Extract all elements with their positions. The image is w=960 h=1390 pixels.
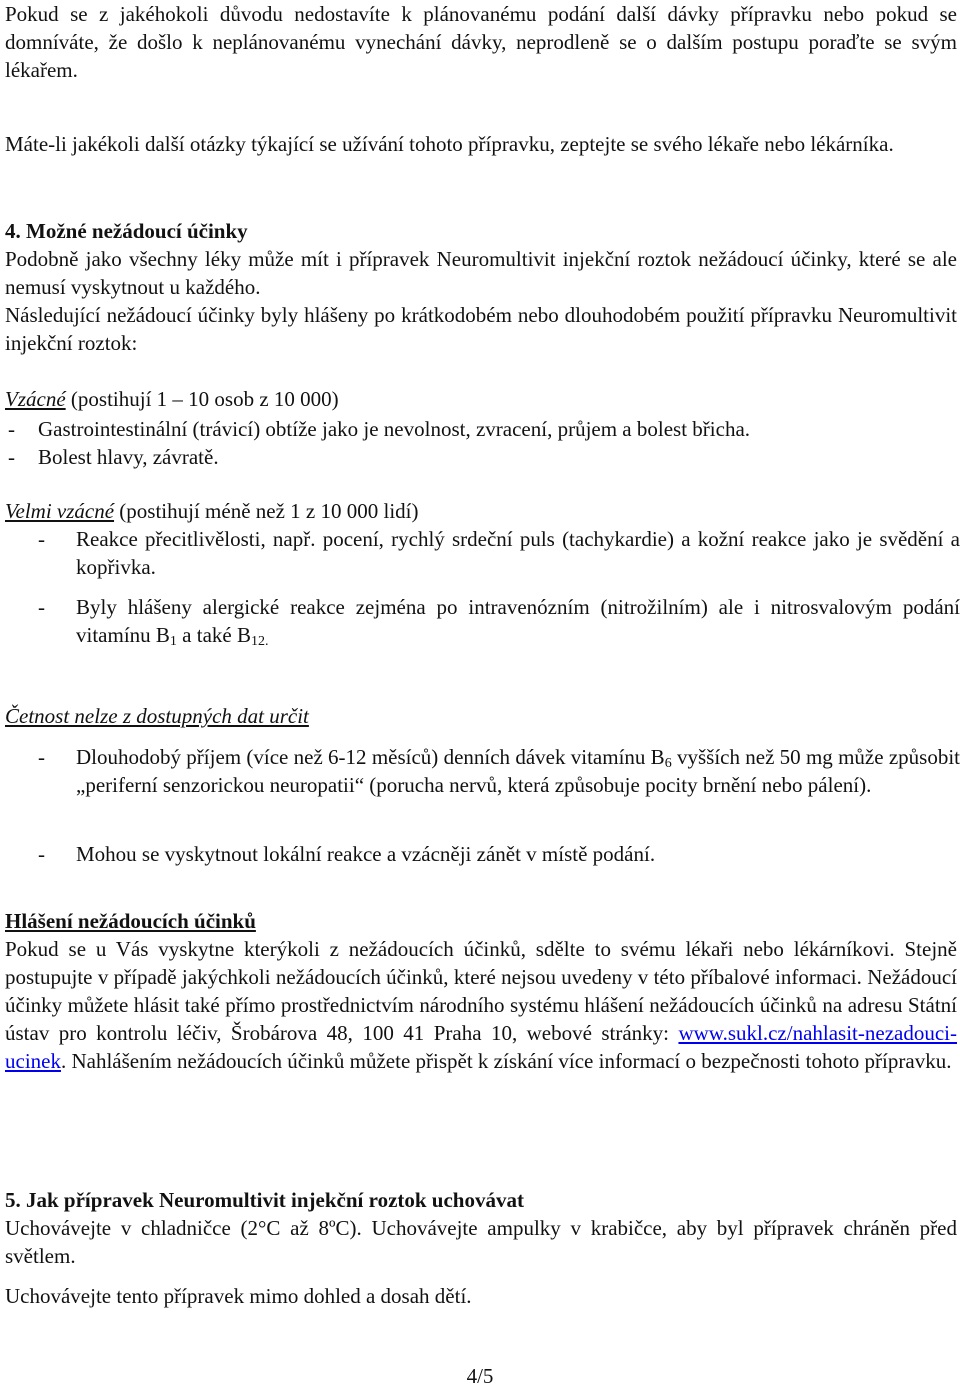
- very-rare-item-1: - Reakce přecitlivělosti, např. pocení, rychlý srdeční puls (tachykardie) a kožní reakce jako je svědění a kopřivka.: [38, 527, 960, 579]
- section-5-paragraph-1: Uchovávejte v chladničce (2°C až 8ºC). Uchovávejte ampulky v krabičce, aby byl přípravek chráněn před světlem.: [5, 1216, 957, 1268]
- list-dash: -: [8, 445, 15, 469]
- intro-paragraph-2: Máte-li jakékoli další otázky týkající se užívání tohoto přípravku, zeptejte se svého lékaře nebo lékárníka.: [5, 132, 894, 156]
- reporting-paragraph: Pokud se u Vás vyskytne kterýkoli z nežádoucích účinků, sdělte to svému lékaři nebo lékárníkovi. Stejně postupujte v případě jakýchkoli nežádoucích účinků, které nejsou uvedeny v této příbalové informaci. Nežádoucí účinky můžete hlásit také přímo prostřednictvím národního systému hlášení nežádoucích účinků na adresu Státní ústav pro kontrolu léčiv, Šrobárova 48, 100 41 Praha 10, webové stránky: www.sukl.cz/nahlasit-nezadouci-ucinek. Nahlášením nežádoucích účinků můžete přispět k získání více informací o bezpečnosti tohoto přípravku.: [5, 937, 957, 1073]
- intro-paragraph-1: Pokud se z jakéhokoli důvodu nedostavíte k plánovanému podání další dávky přípravku nebo pokud se domníváte, že došlo k neplánovanému vynechání dávky, neprodleně se o dalším postupu poraďte se svým lékařem.: [5, 2, 957, 82]
- very-rare-item-2: - Byly hlášeny alergické reakce zejména po intravenózním (nitrožilním) ale i nitrosvalovým podání vitamínu $B_1$ a také $B_{12.}$: [38, 595, 960, 649]
- unknown-frequency-label: Četnost nelze z dostupných dat určit: [5, 704, 309, 728]
- section-4-paragraph-1: Podobně jako všechny léky může mít i přípravek Neuromultivit injekční roztok nežádoucí účinky, které se ale nemusí vyskytnout u každého.: [5, 247, 957, 299]
- vitamin-b1-subscript: 1: [169, 634, 177, 649]
- list-dash: -: [8, 417, 15, 441]
- rare-label: Vzácné: [5, 387, 66, 411]
- unknown-frequency-heading: [5, 702, 957, 730]
- page-number: 4/5: [466, 1364, 494, 1388]
- very-rare-frequency-line: [5, 497, 957, 525]
- list-dash: -: [38, 842, 45, 866]
- vitamin-b6-subscript: 6: [664, 756, 672, 771]
- rare-detail: (postihují 1 – 10 osob z 10 000): [65, 387, 339, 411]
- section-4-heading: 4. Možné nežádoucí účinky: [5, 219, 248, 243]
- list-dash: -: [38, 527, 45, 551]
- sukl-report-link[interactable]: www.sukl.cz/nahlasit-nezadouci-ucinek: [5, 1021, 957, 1073]
- rare-item-1: - Gastrointestinální (trávicí) obtíže jako je nevolnost, zvracení, průjem a bolest břicha.: [8, 417, 751, 441]
- list-dash: -: [38, 595, 45, 619]
- unknown-item-2: - Mohou se vyskytnout lokální reakce a vzácněji zánět v místě podání.: [38, 842, 656, 866]
- very-rare-label: Velmi vzácné: [5, 499, 115, 523]
- section-4-paragraph-2: Následující nežádoucí účinky byly hlášeny po krátkodobém nebo dlouhodobém použití přípravku Neuromultivit injekční roztok:: [5, 303, 957, 355]
- list-dash: -: [38, 745, 45, 769]
- section-5-paragraph-2: Uchovávejte tento přípravek mimo dohled a dosah dětí.: [5, 1284, 472, 1308]
- unknown-item-1: - Dlouhodobý příjem (více než 6-12 měsíců) denních dávek vitamínu $B_6$ vyšších než 50 mg může způsobit „periferní senzorickou neuropatii“ (porucha nervů, která způsobuje pocity brnění nebo pálení).: [38, 745, 960, 797]
- very-rare-detail: (postihují méně než 1 z 10 000 lidí): [114, 499, 419, 523]
- section-5-heading: 5. Jak přípravek Neuromultivit injekční roztok uchovávat: [5, 1188, 524, 1212]
- reporting-heading: Hlášení nežádoucích účinků: [5, 909, 256, 933]
- vitamin-b12-subscript: 12.: [250, 634, 269, 649]
- rare-frequency-line: [5, 385, 957, 413]
- rare-item-2: - Bolest hlavy, závratě.: [8, 445, 219, 469]
